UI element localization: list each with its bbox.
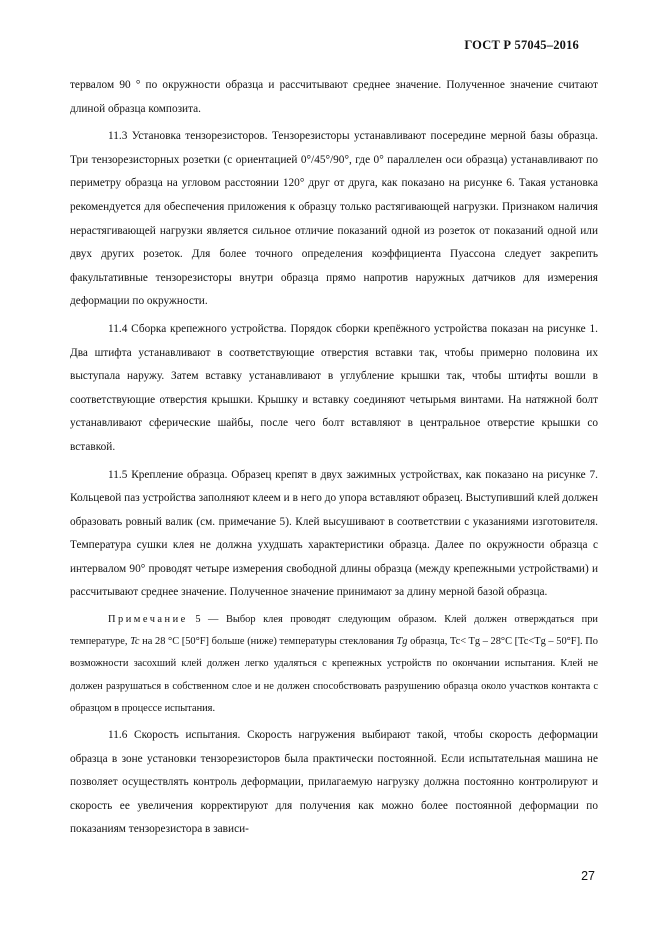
paragraph-11-3: 11.3 Установка тензорезисторов. Тензорезисторы устанавливают посередине мерной базы образца. Три тензорезисторных розетки (с ориентацией 0°/45°/90°, где 0° параллелен оси образца) устанавливают по периметру образца на угловом расстоянии 120° друг от друга, как показано на рисунке 6. Такая установка рекомендуется для обеспечения приложения к образцу только растягивающей нагрузки. Признаком наличия нерастягивающей нагрузки является сильное отличие показаний одной из розеток от показаний одной или двух других розеток. Для более точного определения коэффициента Пуассона следует закрепить факультативные тензорезисторы внутри образца прямо напротив наружных датчиков для измерения деформации по окружности. (70, 130, 598, 308)
paragraph-continuation: тервалом 90 ° по окружности образца и рассчитывают среднее значение. Полученное значение считают длиной образца композита. (70, 79, 598, 115)
note-symbol-tc: Tc (130, 636, 140, 648)
note-number: 5 (195, 614, 201, 626)
page-number: 27 (581, 869, 595, 883)
note-label: Примечание (108, 614, 188, 626)
note-5 (70, 609, 598, 720)
note-text-c: образца, Tc< Tg – 28°C [Tc<Tg – 50°F]. По возможности засохший клей должен легко удаляться с крепежных устройств по окончании испытания. Клей не должен разрушаться в собственном слое и не должен способствовать разрушению образца около участков контакта с образцом в процессе испытания. (70, 636, 598, 714)
note-symbol-tg: Tg (396, 636, 408, 648)
paragraph-11-4: 11.4 Сборка крепежного устройства. Порядок сборки крепёжного устройства показан на рисунке 1. Два штифта устанавливают в соответствующие отверстия вставки так, чтобы примерно половина их выступала наружу. Затем вставку устанавливают в углубление крышки так, чтобы штифты вошли в соответствующие отверстия крышки. Крышку и вставку соединяют четырьмя винтами. На натяжной болт устанавливают сферические шайбы, после чего болт вставляют в центральное отверстие крышки со вставкой. (70, 322, 598, 453)
note-text-a: — Выбор клея проводят следующим образом. Клей должен отверждаться при температуре, (70, 614, 598, 648)
note-text-b: на 28 °С [50°F] больше (ниже) температуры стеклования (139, 636, 397, 648)
paragraph-11-6: 11.6 Скорость испытания. Скорость нагружения выбирают такой, чтобы скорость деформации образца в зоне установки тензорезисторов была практически постоянной. Если испытательная машина не позволяет осуществлять контроль деформации, прилагаемую нагрузку должна постоянно контролируют и скорость ее увеличения корректируют для получения как можно более постоянной деформации по показаниям тензорезистора в зависи- (70, 729, 598, 836)
document-id-header: ГОСТ Р 57045–2016 (464, 38, 579, 52)
document-body (70, 74, 598, 842)
paragraph-11-5: 11.5 Крепление образца. Образец крепят в двух зажимных устройствах, как показано на рисунке 7. Кольцевой паз устройства заполняют клеем и в него до упора вставляют образец. Выступивший клей должен образовать ровный валик (см. примечание 5). Клей высушивают в соответствии с указаниями изготовителя. Температура сушки клея не должна ухудшать характеристики образца. Далее по окружности образца с интервалом 90° проводят четыре измерения свободной длины образца (между крепежными устройствами) и рассчитывают среднее значение. Полученное значение принимают за длину мерной базой образца. (70, 468, 598, 599)
